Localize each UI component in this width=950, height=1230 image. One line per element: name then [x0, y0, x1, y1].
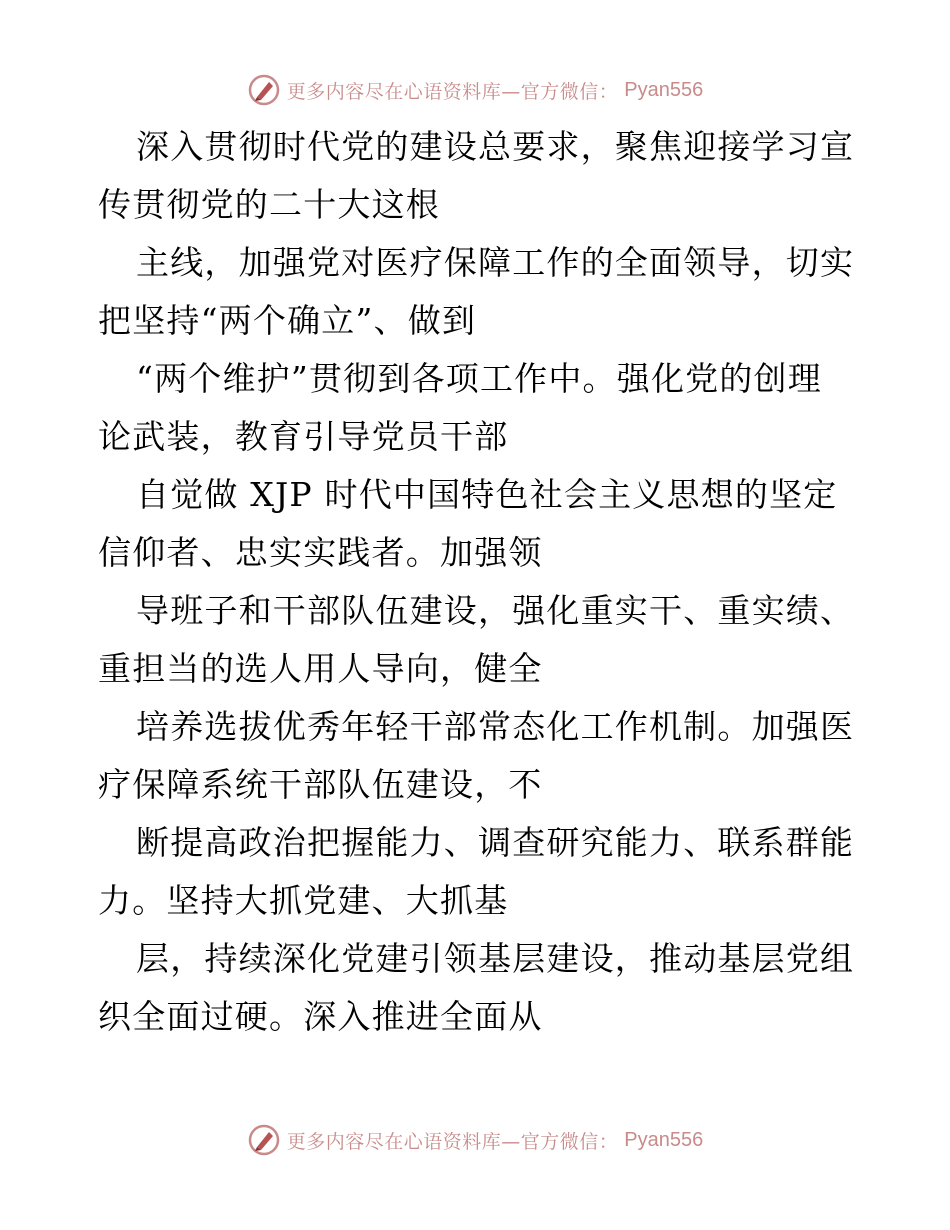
text-line: 力。坚持大抓党建、大抓基 [98, 881, 509, 920]
text-line: 传贯彻党的二十大这根 [98, 185, 440, 224]
paragraph-line [98, 234, 858, 292]
paragraph-line [98, 582, 858, 640]
text-line: 论武装，教育引导党员干部 [98, 417, 509, 456]
text-line: 疗保障系统干部队伍建设，不 [98, 765, 543, 804]
paragraph-line [98, 350, 858, 408]
paragraph-line [98, 408, 858, 466]
paragraph-line [98, 930, 858, 988]
text-line: 重担当的选人用人导向，健全 [98, 649, 543, 688]
text-line: 层，持续深化党建引领基层建设，推动基层党组 [136, 939, 855, 978]
pen-nib-logo-icon [247, 73, 281, 107]
text-line: “两个维护”贯彻到各项工作中。强化党的创理 [136, 359, 822, 398]
text-line: 主线，加强党对医疗保障工作的全面领导，切实 [136, 243, 855, 282]
watermark-text: 更多内容尽在心语资料库—官方微信： [286, 1130, 619, 1153]
paragraph-line [98, 466, 858, 524]
footer-watermark [0, 1120, 950, 1160]
text-line: 织全面过硬。深入推进全面从 [98, 997, 543, 1036]
paragraph-line [98, 176, 858, 234]
paragraph-line [98, 814, 858, 872]
pen-nib-logo-icon [247, 1123, 281, 1157]
text-line: 深入贯彻时代党的建设总要求，聚焦迎接学习宣 [136, 127, 855, 166]
text-line: 培养选拔优秀年轻干部常态化工作机制。加强医 [136, 707, 855, 746]
paragraph-line [98, 118, 858, 176]
watermark-account: Pyan556 [624, 78, 704, 101]
paragraph-line [98, 698, 858, 756]
header-watermark [0, 70, 950, 110]
document-body [98, 118, 858, 1046]
text-line: 自觉做 XJP 时代中国特色社会主义思想的坚定 [136, 475, 838, 514]
paragraph-line [98, 988, 858, 1046]
watermark-account: Pyan556 [624, 1128, 704, 1151]
paragraph-line [98, 524, 858, 582]
text-line: 导班子和干部队伍建设，强化重实干、重实绩、 [136, 591, 855, 630]
watermark-text: 更多内容尽在心语资料库—官方微信： [286, 80, 619, 103]
text-line: 信仰者、忠实实践者。加强领 [98, 533, 543, 572]
paragraph-line [98, 292, 858, 350]
text-line: 把坚持“两个确立”、做到 [98, 301, 477, 340]
paragraph-line [98, 640, 858, 698]
paragraph-line [98, 756, 858, 814]
paragraph-line [98, 872, 858, 930]
text-line: 断提高政治把握能力、调查研究能力、联系群能 [136, 823, 855, 862]
